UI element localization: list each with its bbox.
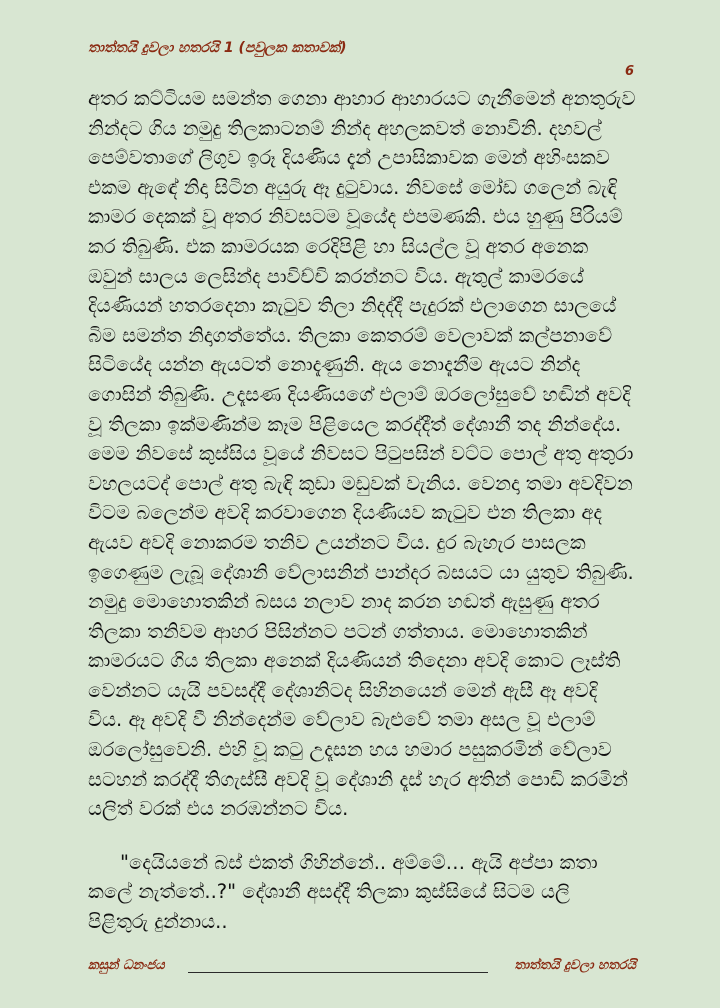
footer-book-title: තාත්තයි දුවලා හතරයි — [514, 958, 636, 973]
footer-divider-line — [188, 972, 488, 973]
story-paragraph-1: අතර කට්ටියම සමන්ත ගෙනා ආහාර ආහාරයට ගැනීමෙන් අනතුරුව නින්දට ගිය නමුදු තිලකාටනම් නින්ද අහලකවත් නොවිනි. දහවල් පෙම්වතාගේ ලිගුව ඉරූ දියණිය දැන් උපාසිකාවක මෙන් අහිංසකව එකම ඇඳේ නිදා සිටින අයුරු ඈ දුටුවාය. නිවසේ මෝඩ ගලෙන් බැඳි කාමර දෙකක් වූ අතර නිවසටම වූයේද එපමණකි. එය හුණු පිරියම් කර තිබුණි. එක කාමරයක රෙදිපිළි හා සියල්ල වූ අතර අනෙක ඔවුන් සාලය ලෙසින්ද පාවිච්චි කරන්නට විය. ඇතුල් කාමරයේ දියණියන් හතරදෙනා කැටුව තිලා නිදද්දී පැදුරක් එලාගෙන සාලයේ බිම සමන්ත නිදාගත්තේය. තිලකා කෙතරම් වෙලාවක් කල්පනාවේ සිටියේද යන්න ඇයටත් නොදැණුනි. ඇය නොදැනීම ඇයට නින්ද ගොසින් තිබුණි. උදෑසණ දියණියගේ එලාම් ඔරලෝසුවේ හඬින් අවදි වූ තිලකා ඉක්මණින්ම කෑම පිළියෙල කරද්දීත් දේශානී තද නින්දේය. මෙම නිවසේ කුස්සිය වූයේ නිවසට පිටුපසින් වට්ට පොල් අතු අතුරා වහලයටද් පොල් අතු බැඳි කුඩා මඩුවක් වැනිය. වෙනදා තමා අවදිවන විටම බලෙන්ම අවදි කරවාගෙන දියණියව කැටුව එන තිලකා අද ඇයව අවදි නොකරම තනිව උයන්නට විය. දුර බැහැර පාසලක ඉගෙණුම ලැබූ දේශානි වේලාසනින් පාන්දර බසයට යා යුතුව තිබුණි. නමුදු මොහොතකින් බසය නලාව නාද කරන හඬත් ඇසුණු අතර තිලකා තනිවම ආහර පිසින්නට පටන් ගත්තාය. මොහොතකින් කාමරයට ගිය තිලකා අනෙක් දියණියන් තිදෙනා අවදි කොට ලෑස්ති වෙන්නට යැයි පවසද්දී දේශානිටද සිහිනයෙන් මෙන් ඇසී ඈ අවදි විය. ඈ අවදි වී නින්දෙන්ම වේලාව බැළුවේ තමා අසල වූ එලාම් ඔරලෝසුවෙනි. එහි වූ කටු උදෑසන හය හමාර පසුකරමින් වේලාව සටහන් කරද්දී තිගැස්සී අවදි වූ දේශානි දෑස් හැර අතින් පොඩි කරමින් යලිත් වරක් එය නරඹන්නට විය. — [88, 87, 636, 821]
story-paragraph-2: "දෙයියනේ බස් එකත් ගිහින්නේ.. අම්මේ… ඇයි අප්පා කතා කලේ නැත්තේ..?" දේශානී අසද්දී තිලකා කුස්සියේ සිටම යලි පිළිතුරු දුන්නාය.. — [88, 850, 598, 934]
story-body — [88, 84, 636, 934]
page-footer — [88, 958, 636, 978]
header-title: තාත්තයි දුවලා හතරයි 1 (පවුලක කතාවක්) — [88, 40, 347, 56]
page-number: 6 — [624, 64, 634, 79]
paragraph-gap — [88, 824, 636, 848]
footer-author: කසුන් ධනංජය — [88, 958, 165, 973]
